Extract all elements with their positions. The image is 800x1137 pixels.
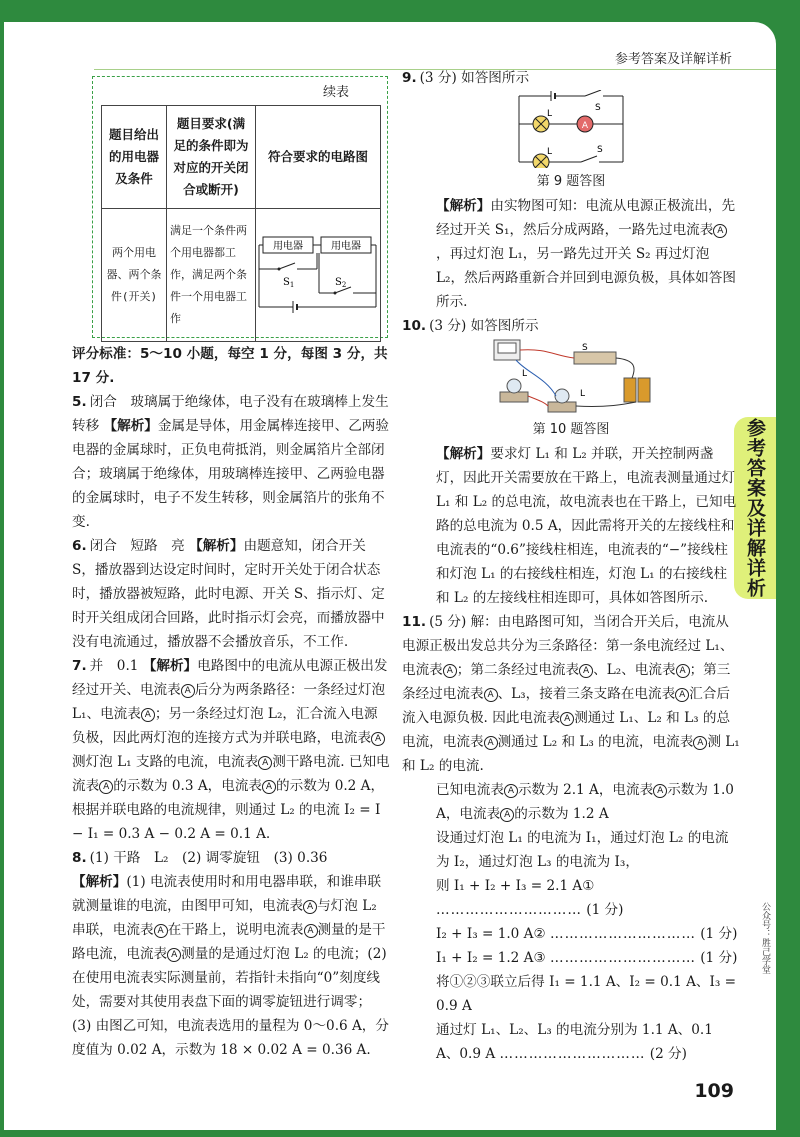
switch-s2-label: $S_2$ (335, 277, 347, 289)
ammeter-symbol-icon: A (653, 784, 667, 798)
left-column (72, 342, 390, 1062)
answer-table (101, 105, 381, 342)
svg-text:L: L (547, 109, 553, 119)
ammeter-symbol-icon: A (579, 664, 593, 678)
ammeter-symbol-icon: A (258, 756, 272, 770)
ammeter-symbol-icon: A (693, 736, 707, 750)
equation-3: I₁ + I₂ = 1.2 A③ ………………………… (1 分) (436, 950, 738, 966)
question-5: 5. 闭合 玻璃属于绝缘体，电子没有在玻璃棒上发生转移 【解析】金属是导体，用金属棒连接甲、乙两验电器的金属球时，正负电荷抵消，则金属箔片全部闭合；玻璃属于绝缘体，用玻璃棒连接甲、乙两验电器的金属球时，电子不发生转移，则金属箔片的张角不变. (72, 394, 389, 530)
figure-9 (511, 90, 631, 168)
question-10-analysis: 【解析】要求灯 L₁ 和 L₂ 并联，开关控制两盏灯，因此开关需要放在干路上，电流表测量通过灯 L₁ 和 L₂ 的总电流，故电流表也在干路上，已知电路的总电流为 0.5 A，因此需将开关的左接线柱和电流表的“0.6”接线柱相连，电流表的“−”接线柱和灯泡 L₁ 的右接线柱相连，灯泡 L₁ 的右接线柱和 L₂ 的左接线柱相连即可，具体如答图所示. (436, 446, 737, 606)
table-header-cell: 符合要求的电路图 (256, 106, 381, 209)
question-11: 11. (5 分) 解：由电路图可知，当闭合开关后，电流从电源正极出发总共分为三条路径：第一条电流经过 L₁、电流表 A ；第二条经过电流表 A 、L₂、电流表 A ；第三条经过电流表 A 、L₃，接着三条支路在电流表 A 汇合后流入电源负极. 因此电流表 A 测通过 L₁、L₂ 和 L₃ 的总电流，电流表 A 测通过 L₂ 和 L₃ 的电流，电流表 A 测 L₁ 和 L₂ 的电流. (402, 614, 740, 774)
ammeter-symbol-icon: A (676, 664, 690, 678)
ammeter-symbol-icon: A (303, 900, 317, 914)
table-row (102, 209, 381, 342)
svg-text:L: L (522, 369, 528, 379)
ammeter-symbol-icon: A (560, 712, 574, 726)
header-title: 参考答案及详解详析 (614, 52, 732, 67)
ammeter-symbol-icon: A (262, 780, 276, 794)
question-9-analysis: 【解析】由实物图可知：电流从电源正极流出，先经过开关 S₁，然后分成两路，一路先过电流表 A，再过灯泡 L₁，另一路先过开关 S₂ 再过灯泡 L₂，然后两路重新合并回到电源负极，具体如答图所示. (436, 198, 736, 310)
page-number: 109 (694, 1080, 734, 1102)
side-tab: 参考答案及详解详析 (734, 417, 776, 599)
equation-2: I₂ + I₃ = 1.0 A② ………………………… (1 分) (436, 926, 738, 942)
equation-1: 则 I₁ + I₂ + I₃ = 2.1 A① ………………………… (1 分) (436, 878, 624, 918)
ammeter-symbol-icon: A (181, 684, 195, 698)
continued-table-box (92, 76, 388, 338)
svg-text:S: S (582, 343, 588, 353)
question-11-assume: 设通过灯泡 L₁ 的电流为 I₁，通过灯泡 L₂ 的电流为 I₂，通过灯泡 L₃ 的电流为 I₃， (436, 830, 729, 870)
solution-line: 将①②③联立后得 I₁ = 1.1 A、I₂ = 0.1 A、I₃ = 0.9 A (436, 974, 737, 1014)
ammeter-symbol-icon: A (154, 924, 168, 938)
ammeter-symbol-icon: A (371, 732, 385, 746)
ammeter-symbol-icon: A (99, 780, 113, 794)
question-10: 10. (3 分) 如答图所示 (402, 318, 539, 334)
svg-text:L: L (580, 389, 586, 399)
svg-text:A: A (581, 121, 589, 131)
side-note: 公众号：胜己学堂 (760, 902, 770, 974)
switch-s1-label: $S_1$ (283, 277, 295, 289)
page (4, 22, 776, 1130)
figure-9-caption: 第 9 题答图 (536, 174, 606, 189)
continued-label: 续表 (323, 85, 350, 100)
ammeter-symbol-icon: A (500, 808, 514, 822)
figure-10-caption: 第 10 题答图 (532, 422, 610, 437)
table-header-row (102, 106, 381, 209)
ammeter-symbol-icon: A (167, 948, 181, 962)
table-cell-condition: 两个用电器、两个条件(开关) (102, 209, 167, 342)
table-cell-diagram (256, 209, 381, 342)
circuit-diagram-9 (511, 90, 631, 168)
question-11-known: 已知电流表 A 示数为 2.1 A，电流表 A 示数为 1.0 A，电流表 A 的示数为 1.2 A (436, 782, 734, 822)
circuit-diagram-10 (486, 338, 656, 416)
svg-text:S: S (597, 145, 603, 155)
table-header-cell: 题目要求(满足的条件即为对应的开关闭合或断开) (167, 106, 256, 209)
ammeter-symbol-icon: A (141, 708, 155, 722)
svg-text:S: S (595, 103, 601, 113)
ammeter-symbol-icon: A (713, 224, 727, 238)
ammeter-symbol-icon: A (675, 688, 689, 702)
ammeter-symbol-icon: A (484, 736, 498, 750)
ammeter-symbol-icon: A (484, 688, 498, 702)
ammeter-symbol-icon: A (304, 924, 318, 938)
svg-text:L: L (547, 147, 553, 157)
figure-10 (486, 338, 656, 416)
right-column (402, 66, 740, 1066)
table-cell-requirement: 满足一个条件两个用电器都工作，满足两个条件一个用电器工作 (167, 209, 256, 342)
result-line: 通过灯 L₁、L₂、L₃ 的电流分别为 1.1 A、0.1 A、0.9 A ………………………… (2 分) (436, 1022, 713, 1062)
table-header-cell: 题目给出的用电器及条件 (102, 106, 167, 209)
device-label-1: 用电器 (273, 241, 303, 252)
scoring-standard: 评分标准：5～10 小题，每空 1 分，每图 3 分，共 17 分. (72, 346, 388, 386)
question-8: 8. (1) 干路 L₂ (2) 调零旋钮 (3) 0.36 【解析】(1) 电流表使用时和用电器串联，和谁串联就测量谁的电流，由图甲可知，电流表 A 与灯泡 L₂ 串联，电流表 A 在干路上，说明电流表 A 测量的是干路电流，电流表 A 测量的是通过灯泡 L₂ 的电流；(2) 在使用电流表实际测量前，若指针未指向“0”刻度线处，需要对其使用表盘下面的调零旋钮进行调零；(3) 由图乙可知，电流表选用的量程为 0～0.6 A，分度值为 0.02 A，示数为 18 × 0.02 A = 0.36 A. (72, 850, 389, 1058)
question-7: 7. 并 0.1 【解析】电路图中的电流从电源正极出发经过开关、电流表 A 后分为两条路径：一条经过灯泡 L₁、电流表 A ；另一条经过灯泡 L₂，汇合流入电源负极，因此两灯泡的连接方式为并联电路，电流表 A测灯泡 L₁ 支路的电流，电流表 A 测干路电流. 已知电流表 A 的示数为 0.3 A，电流表 A 的示数为 0.2 A，根据并联电路的电流规律，则通过 L₂ 的电流 I₂ = I − I₁ = 0.3 A − 0.2 A = 0.1 A. (72, 658, 390, 842)
device-label-2: 用电器 (331, 241, 361, 252)
circuit-diagram-table (257, 223, 379, 323)
ammeter-symbol-icon: A (443, 664, 457, 678)
question-6: 6. 闭合 短路 亮 【解析】由题意知，闭合开关 S，播放器到达设定时间时，定时开关处于闭合状态时，播放器被短路，此时电源、开关 S、指示灯、定时开关组成闭合回路，此时指示灯会亮，而播放器中没有电流通过，播放器不会播放音乐，不工作. (72, 538, 385, 650)
question-9: 9. (3 分) 如答图所示 (402, 70, 530, 86)
ammeter-symbol-icon: A (504, 784, 518, 798)
